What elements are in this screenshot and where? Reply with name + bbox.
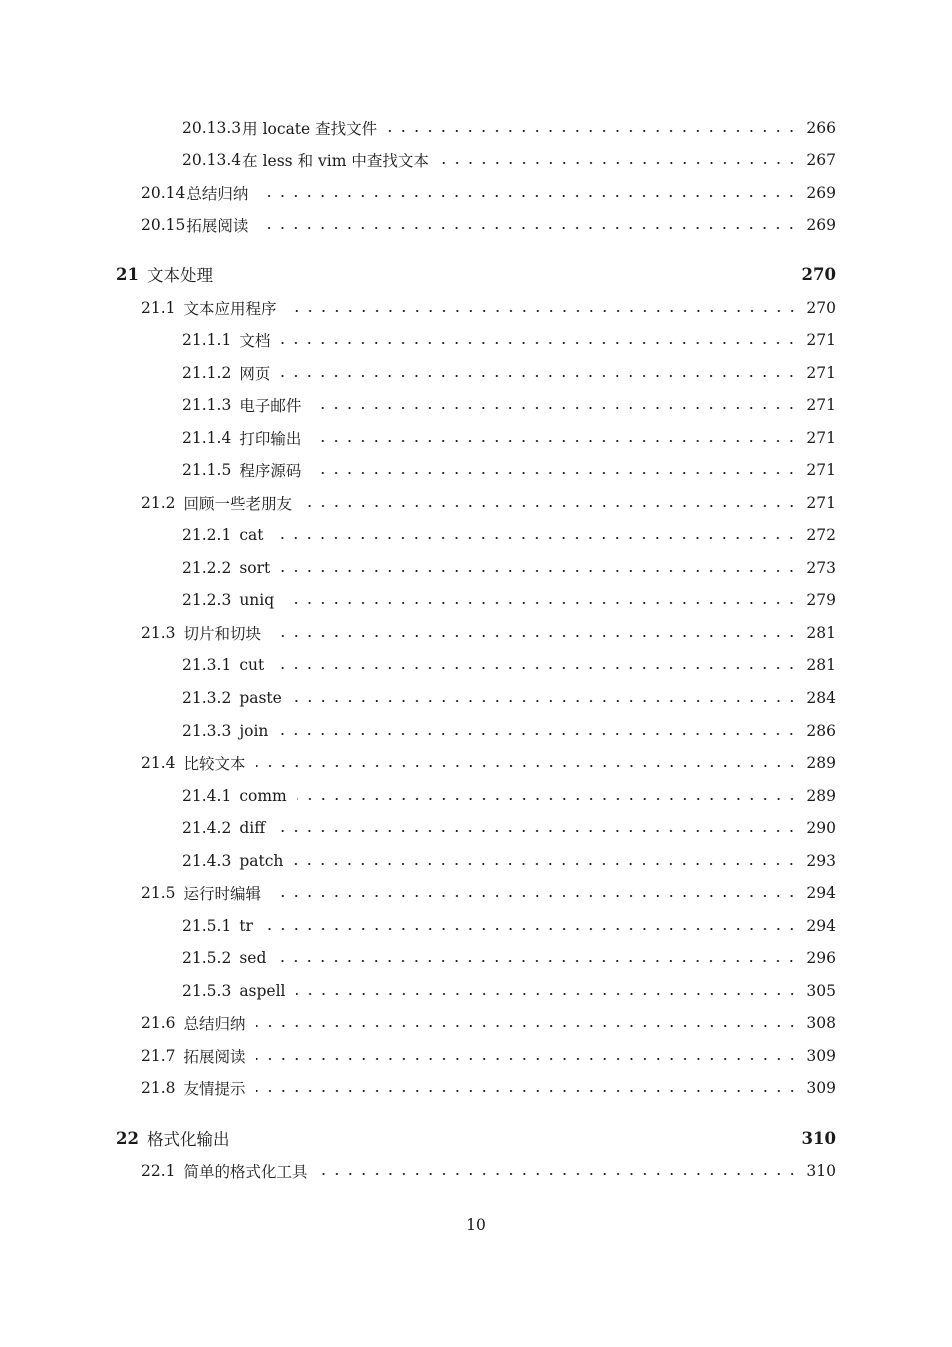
toc-entry-page: 271 [806,396,836,414]
toc-entry-number: 21 [116,264,139,284]
dot-leader [284,602,798,604]
dot-leader [271,895,798,897]
toc-entry-title: 网页 [239,365,271,383]
toc-entry-title: 总结归纳 [186,185,249,203]
toc-entry[interactable] [0,816,952,840]
toc-entry-title: paste [239,689,282,707]
toc-entry-page: 271 [806,364,836,382]
toc-entry-page: 269 [806,216,836,234]
toc-entry-number: 21.1.5 [182,461,232,479]
dot-leader [439,162,799,164]
dot-leader [280,342,798,344]
toc-entry-number: 21.1.2 [182,364,232,382]
toc-entry-title: 程序源码 [239,462,302,480]
toc-entry-page: 305 [806,982,836,1000]
toc-entry-title: 拓展阅读 [183,1048,246,1066]
toc-entry-title: uniq [239,591,275,609]
dot-leader [280,570,798,572]
toc-entry[interactable] [0,1044,952,1068]
toc-entry-number: 21.3.1 [182,656,232,674]
toc-entry-page: 273 [806,559,836,577]
toc-entry[interactable] [0,491,952,515]
toc-entry-page: 269 [806,184,836,202]
toc-entry-page: 290 [806,819,836,837]
toc-entry-title: 拓展阅读 [186,217,249,235]
toc-entry-page: 310 [801,1128,836,1148]
toc-entry-number: 21.1.3 [182,396,232,414]
dot-leader [311,407,798,409]
toc-entry-title: 文本应用程序 [183,300,277,318]
toc-entry-number: 21.5 [141,884,176,902]
toc-entry-number: 21.5.1 [182,917,232,935]
toc-entry-page: 279 [806,591,836,609]
toc-entry[interactable] [0,361,952,385]
toc-entry[interactable] [0,181,952,205]
toc-entry-title: 运行时编辑 [183,885,262,903]
toc-entry-number: 22.1 [141,1162,176,1180]
toc-entry-number: 20.14 [141,184,186,202]
toc-entry-title: 友情提示 [183,1080,246,1098]
toc-entry-number: 21.3 [141,624,176,642]
toc-entry-number: 21.6 [141,1014,176,1032]
dot-leader [302,505,798,507]
toc-entry-number: 21.4.1 [182,787,232,805]
toc-entry-number: 21.8 [141,1079,176,1097]
toc-entry[interactable] [0,523,952,547]
toc-entry[interactable] [0,458,952,482]
toc-entry-title: aspell [239,982,286,1000]
toc-entry[interactable] [0,426,952,450]
toc-entry[interactable] [0,686,952,710]
toc-entry[interactable] [0,979,952,1003]
toc-entry-page: 281 [806,656,836,674]
toc-entry-title: 总结归纳 [183,1015,246,1033]
toc-entry[interactable] [0,1159,952,1183]
toc-entry-page: 286 [806,722,836,740]
toc-entry-title: sed [239,949,267,967]
toc-entry-title: patch [239,852,284,870]
toc-entry-page: 294 [806,884,836,902]
toc-entry-number: 20.13.3 [182,119,242,137]
dot-leader [278,733,798,735]
toc-entry-number: 20.15 [141,216,186,234]
toc-entry-number: 21.3.2 [182,689,232,707]
toc-entry-page: 309 [806,1047,836,1065]
toc-entry[interactable] [0,393,952,417]
toc-entry[interactable] [0,653,952,677]
toc-entry[interactable] [0,116,952,140]
toc-entry[interactable] [0,849,952,873]
toc-chapter-entry[interactable] [0,1126,952,1150]
toc-entry-page: 271 [806,494,836,512]
dot-leader [256,765,799,767]
dot-leader [275,830,798,832]
toc-entry[interactable] [0,588,952,612]
toc-entry-number: 22 [116,1128,139,1148]
toc-entry[interactable] [0,328,952,352]
toc-entry-number: 21.5.3 [182,982,232,1000]
toc-entry-number: 21.1.1 [182,331,232,349]
toc-entry[interactable] [0,1011,952,1035]
toc-entry-number: 21.7 [141,1047,176,1065]
toc-entry-number: 20.13.4 [182,151,242,169]
toc-entry-title: 文档 [239,332,271,350]
toc-entry-number: 21.1.4 [182,429,232,447]
dot-leader [256,1090,799,1092]
toc-entry-number: 21.3.3 [182,722,232,740]
toc-entry-title: join [239,722,269,740]
toc-entry-title: 比较文本 [183,755,246,773]
toc-entry-number: 21.2 [141,494,176,512]
dot-leader [256,1025,799,1027]
toc-entry-page: 289 [806,754,836,772]
dot-leader [273,537,798,539]
toc-entry-number: 21.2.1 [182,526,232,544]
toc-entry-page: 266 [806,119,836,137]
dot-leader [311,440,798,442]
toc-entry[interactable] [0,881,952,905]
dot-leader [293,863,798,865]
dot-leader [276,960,798,962]
dot-leader [318,1173,799,1175]
toc-entry-number: 21.4.3 [182,852,232,870]
dot-leader [296,993,799,995]
toc-chapter-entry[interactable] [0,262,952,286]
dot-leader [287,310,799,312]
dot-leader [271,635,798,637]
dot-leader [256,1058,799,1060]
toc-entry-page: 309 [806,1079,836,1097]
toc-entry[interactable] [0,148,952,172]
toc-entry-title: cut [239,656,265,674]
toc-entry-page: 267 [806,151,836,169]
toc-entry[interactable] [0,296,952,320]
toc-entry-page: 310 [806,1162,836,1180]
toc-entry-page: 271 [806,461,836,479]
toc-entry-page: 284 [806,689,836,707]
toc-entry[interactable] [0,719,952,743]
toc-entry-number: 21.2.2 [182,559,232,577]
toc-entry-title: cat [239,526,264,544]
toc-entry-page: 294 [806,917,836,935]
toc-entry-title: 切片和切块 [183,625,262,643]
dot-leader [263,928,798,930]
toc-entry-page: 308 [806,1014,836,1032]
toc-entry-title: 文本处理 [146,266,213,285]
toc-entry-title: 用 locate 查找文件 [242,120,378,138]
dot-leader [274,667,798,669]
toc-entry[interactable] [0,784,952,808]
dot-leader [297,798,799,800]
dot-leader [258,227,798,229]
dot-leader [387,130,798,132]
toc-entry[interactable] [0,751,952,775]
toc-entry-page: 293 [806,852,836,870]
toc-entry-title: 简单的格式化工具 [183,1163,308,1181]
toc-entry[interactable] [0,914,952,938]
toc-entry-page: 281 [806,624,836,642]
dot-leader [292,700,799,702]
toc-entry-page: 289 [806,787,836,805]
toc-entry[interactable] [0,213,952,237]
toc-entry[interactable] [0,556,952,580]
toc-entry-page: 270 [806,299,836,317]
toc-entry-title: 在 less 和 vim 中查找文本 [242,152,429,170]
toc-entry-number: 21.4 [141,754,176,772]
toc-entry-number: 21.4.2 [182,819,232,837]
toc-entry[interactable] [0,621,952,645]
dot-leader [280,375,798,377]
toc-entry-number: 21.1 [141,299,176,317]
toc-entry-title: diff [239,819,266,837]
toc-entry-page: 270 [801,264,836,284]
toc-entry-number: 21.5.2 [182,949,232,967]
toc-entry-page: 271 [806,331,836,349]
toc-entry-title: tr [239,917,253,935]
dot-leader [311,472,798,474]
toc-entry-title: 回顾一些老朋友 [183,495,293,513]
toc-entry-title: 打印输出 [239,430,302,448]
page-number: 10 [466,1216,486,1234]
toc-entry-title: 格式化输出 [146,1130,230,1149]
toc-entry-title: sort [239,559,271,577]
dot-leader [258,195,798,197]
toc-entry[interactable] [0,946,952,970]
toc-entry[interactable] [0,1076,952,1100]
toc-entry-page: 271 [806,429,836,447]
toc-entry-page: 272 [806,526,836,544]
toc-entry-page: 296 [806,949,836,967]
toc-entry-title: 电子邮件 [239,397,302,415]
toc-entry-number: 21.2.3 [182,591,232,609]
toc-entry-title: comm [239,787,287,805]
